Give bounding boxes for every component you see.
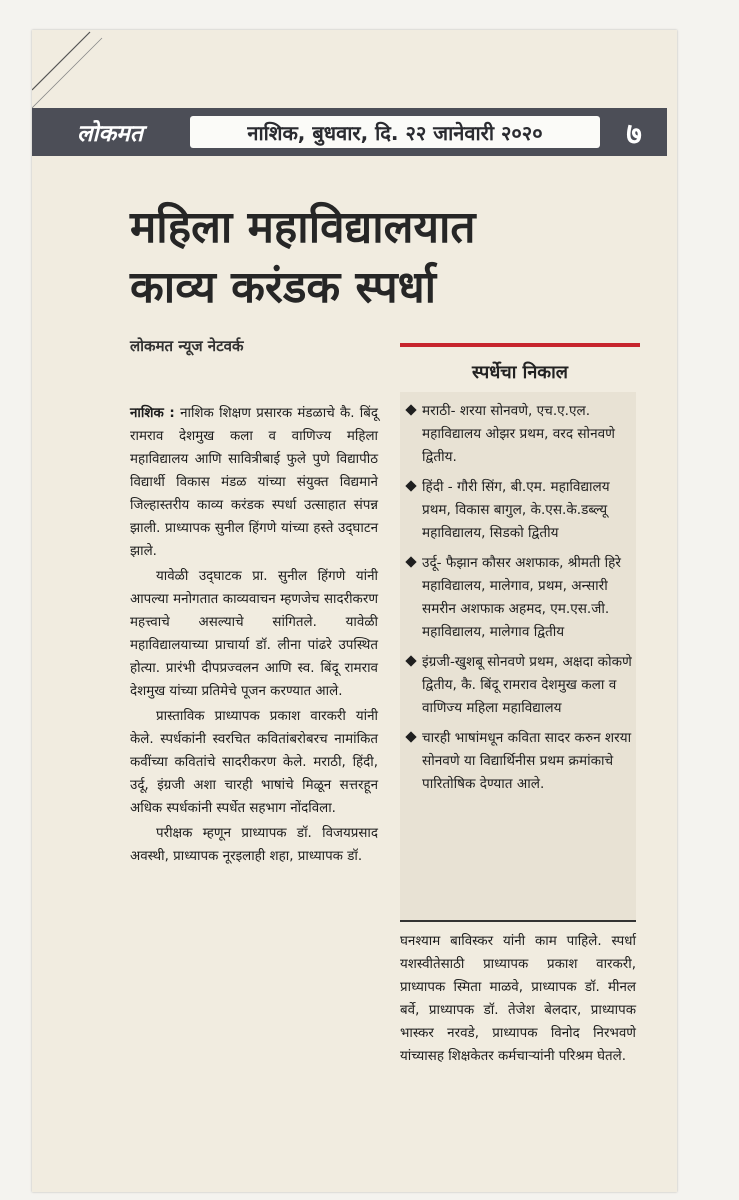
results-box bbox=[400, 392, 636, 920]
article-paragraph-2: यावेळी उद्‌घाटक प्रा. सुनील हिंगणे यांनी आपल्या मनोगतात काव्यवाचन म्हणजेच सादरीकरण महत्त्वाचे असल्याचे सांगितले. यावेळी महाविद्यालयाच्या प्राचार्या डॉ. लीना पांढरे उपस्थित होत्या. प्रारंभी दीपप्रज्वलन आणि स्व. बिंदू रामराव देशमुख यांच्या प्रतिमेचे पूजन करण्यात आले. bbox=[130, 569, 378, 699]
diamond-bullet-icon bbox=[405, 655, 416, 666]
results-heading: स्पर्धेचा निकाल bbox=[472, 362, 568, 383]
diamond-bullet-icon bbox=[405, 404, 416, 415]
masthead-bar bbox=[32, 108, 667, 156]
headline-line-2: काव्य करंडक स्पर्धा bbox=[130, 262, 437, 313]
result-text: चारही भाषांमधून कविता सादर करुन शरया सोनवणे या विद्यार्थिनीस प्रथम क्रमांकाचे पारितोषिक देण्यात आले. bbox=[422, 730, 632, 792]
results-top-rule bbox=[400, 343, 640, 347]
article-continuation: घनश्याम बाविस्कर यांनी काम पाहिले. स्पर्धा यशस्वीतेसाठी प्राध्यापक प्रकाश वारकरी, प्राध्यापक स्मिता माळवे, प्राध्यापक डॉ. मीनल बर्वे, प्राध्यापक डॉ. तेजेश बेलदार, प्राध्यापक भास्कर नरवडे, प्राध्यापक विनोद निरभवणे यांच्यासह शिक्षकेतर कर्मचाऱ्यांनी परिश्रम घेतले. bbox=[400, 934, 636, 1064]
result-text: उर्दू- फैझान कौसर अशफाक, श्रीमती हिरे महाविद्यालय, मालेगाव, प्रथम, अन्सारी समरीन अशफाक अहमद, एम.एस.जी. महाविद्यालय, मालेगाव द्वितीय bbox=[422, 555, 621, 640]
edition-dateline: नाशिक, बुधवार, दि. २२ जानेवारी २०२० bbox=[190, 116, 600, 148]
results-bottom-rule bbox=[400, 920, 636, 922]
byline: लोकमत न्यूज नेटवर्क bbox=[130, 337, 244, 355]
page-number: ७ bbox=[626, 116, 642, 152]
result-item-urdu bbox=[406, 552, 632, 644]
paragraph-text: नाशिक शिक्षण प्रसारक मंडळाचे कै. बिंदू रामराव देशमुख कला व वाणिज्य महिला महाविद्यालय आणि सावित्रीबाई फुले पुणे विद्यापीठ विद्यार्थी विकास मंडळ यांच्या संयुक्त विद्यमाने जिल्हास्तरीय काव्य करंडक स्पर्धा उत्साहात संपन्न झाली. प्राध्यापक सुनील हिंगणे यांच्या हस्ते उद्‌घाटन झाले. bbox=[130, 406, 378, 559]
article-paragraph-4: परीक्षक म्हणून प्राध्यापक डॉ. विजयप्रसाद अवस्थी, प्राध्यापक नूरइलाही शहा, प्राध्यापक डॉ. bbox=[130, 826, 378, 864]
result-item-overall bbox=[406, 727, 632, 796]
result-item-english bbox=[406, 651, 632, 720]
result-text: हिंदी - गौरी सिंग, बी.एम. महाविद्यालय प्रथम, विकास बागुल, के.एस.के.डब्ल्यू महाविद्यालय, सिडको द्वितीय bbox=[422, 479, 610, 541]
headline-line-1: महिला महाविद्यालयात bbox=[130, 202, 476, 253]
result-item-hindi bbox=[406, 476, 632, 545]
diamond-bullet-icon bbox=[405, 556, 416, 567]
diamond-bullet-icon bbox=[405, 480, 416, 491]
article-paragraph-3: प्रास्ताविक प्राध्यापक प्रकाश वारकरी यांनी केले. स्पर्धकांनी स्वरचित कवितांबरोबरच नामांकित कवींच्या कवितांचे सादरीकरण केले. मराठी, हिंदी, उर्दू, इंग्रजी अशा चारही भाषांचे मिळून सत्तरहून अधिक स्पर्धकांनी स्पर्धेत सहभाग नोंदविला. bbox=[130, 709, 378, 816]
article-body-left-column bbox=[130, 402, 378, 870]
dateline-city: नाशिक : bbox=[130, 406, 175, 421]
article-paragraph-1 bbox=[130, 402, 378, 563]
lokmat-logo: लोकमत bbox=[76, 120, 144, 147]
diamond-bullet-icon bbox=[405, 731, 416, 742]
result-item-marathi bbox=[406, 400, 632, 469]
newspaper-clipping bbox=[32, 30, 677, 1192]
result-text: इंग्रजी-खुशबू सोनवणे प्रथम, अक्षदा कोकणे द्वितीय, कै. बिंदू रामराव देशमुख कला व वाणिज्य महिला महाविद्यालय bbox=[422, 654, 632, 716]
result-text: मराठी- शरया सोनवणे, एच.ए.एल. महाविद्यालय ओझर प्रथम, वरद सोनवणे द्वितीय. bbox=[422, 403, 616, 465]
headline bbox=[130, 198, 650, 318]
